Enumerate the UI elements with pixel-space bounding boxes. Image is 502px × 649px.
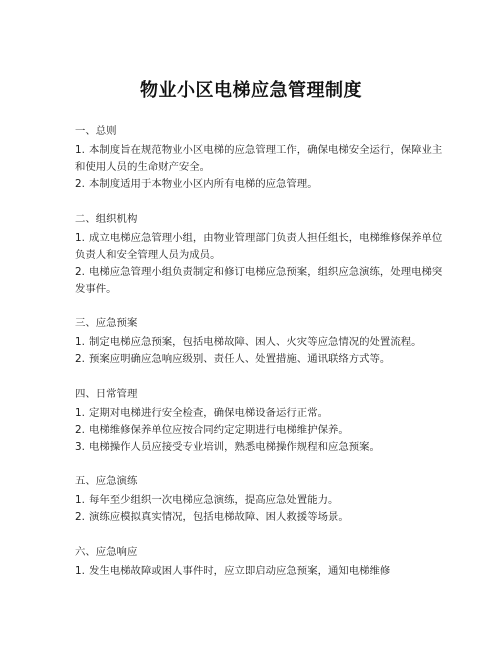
paragraph	[75, 142, 445, 176]
section-heading: 四、日常管理	[75, 387, 138, 400]
paragraph-number: 1.	[75, 231, 85, 244]
document-body	[75, 122, 445, 596]
section-heading: 六、应急响应	[75, 545, 138, 558]
paragraph-text: 电梯操作人员应接受专业培训，熟悉电梯操作规程和应急预案。	[89, 440, 380, 453]
paragraph	[75, 492, 445, 509]
paragraph-text: 本制度旨在规范物业小区电梯的应急管理工作，确保电梯安全运行，保障业主和使用人员的生命财产安全。	[75, 144, 443, 173]
paragraph-text: 电梯维修保养单位应按合同约定定期进行电梯维护保养。	[89, 423, 349, 436]
paragraph	[75, 563, 445, 580]
paragraph-text: 电梯应急管理小组负责制定和修订电梯应急预案，组织应急演练，处理电梯突发事件。	[75, 265, 443, 295]
paragraph-number: 2.	[75, 353, 85, 365]
paragraph-number: 3.	[75, 440, 85, 453]
paragraph	[75, 422, 445, 439]
section-daily-management	[75, 385, 445, 456]
section-heading: 一、总则	[75, 125, 117, 137]
paragraph-number: 2.	[75, 265, 85, 278]
paragraph-text: 每年至少组织一次电梯应急演练，提高应急处置能力。	[89, 494, 339, 506]
paragraph-text: 成立电梯应急管理小组，由物业管理部门负责人担任组长，电梯维修保养单位负责人和安全管理人员为成员。	[75, 231, 443, 261]
paragraph-number: 1.	[75, 564, 85, 577]
paragraph-number: 2.	[75, 511, 85, 523]
paragraph	[75, 405, 445, 422]
section-heading: 三、应急预案	[75, 317, 138, 329]
paragraph	[75, 351, 445, 368]
section-heading: 二、组织机构	[75, 212, 138, 225]
paragraph-number: 1.	[75, 494, 85, 506]
section-heading: 五、应急演练	[75, 475, 138, 487]
paragraph	[75, 439, 445, 456]
paragraph-number: 1.	[75, 336, 85, 348]
paragraph	[75, 334, 445, 351]
paragraph	[75, 230, 445, 264]
section-general	[75, 122, 445, 193]
paragraph-text: 本制度适用于本物业小区内所有电梯的应急管理。	[89, 178, 318, 190]
paragraph-text: 演练应模拟真实情况，包括电梯故障、困人救援等场景。	[89, 511, 349, 523]
paragraph-text: 预案应明确应急响应级别、责任人、处置措施、通讯联络方式等。	[89, 353, 391, 365]
paragraph-number: 2.	[75, 423, 85, 436]
section-emergency-drill	[75, 472, 445, 526]
paragraph	[75, 509, 445, 526]
paragraph-number: 1.	[75, 144, 85, 156]
section-organization	[75, 210, 445, 298]
section-emergency-response	[75, 543, 445, 580]
paragraph-number: 2.	[75, 178, 85, 190]
document-title: 物业小区电梯应急管理制度	[140, 80, 362, 101]
paragraph-text: 制定电梯应急预案，包括电梯故障、困人、火灾等应急情况的处置流程。	[89, 336, 422, 348]
section-emergency-plan	[75, 314, 445, 368]
paragraph	[75, 264, 445, 298]
paragraph-text: 定期对电梯进行安全检查，确保电梯设备运行正常。	[89, 406, 328, 419]
paragraph-number: 1.	[75, 406, 85, 419]
paragraph-text: 发生电梯故障或困人事件时，应立即启动应急预案，通知电梯维修	[89, 564, 391, 577]
paragraph	[75, 176, 445, 193]
